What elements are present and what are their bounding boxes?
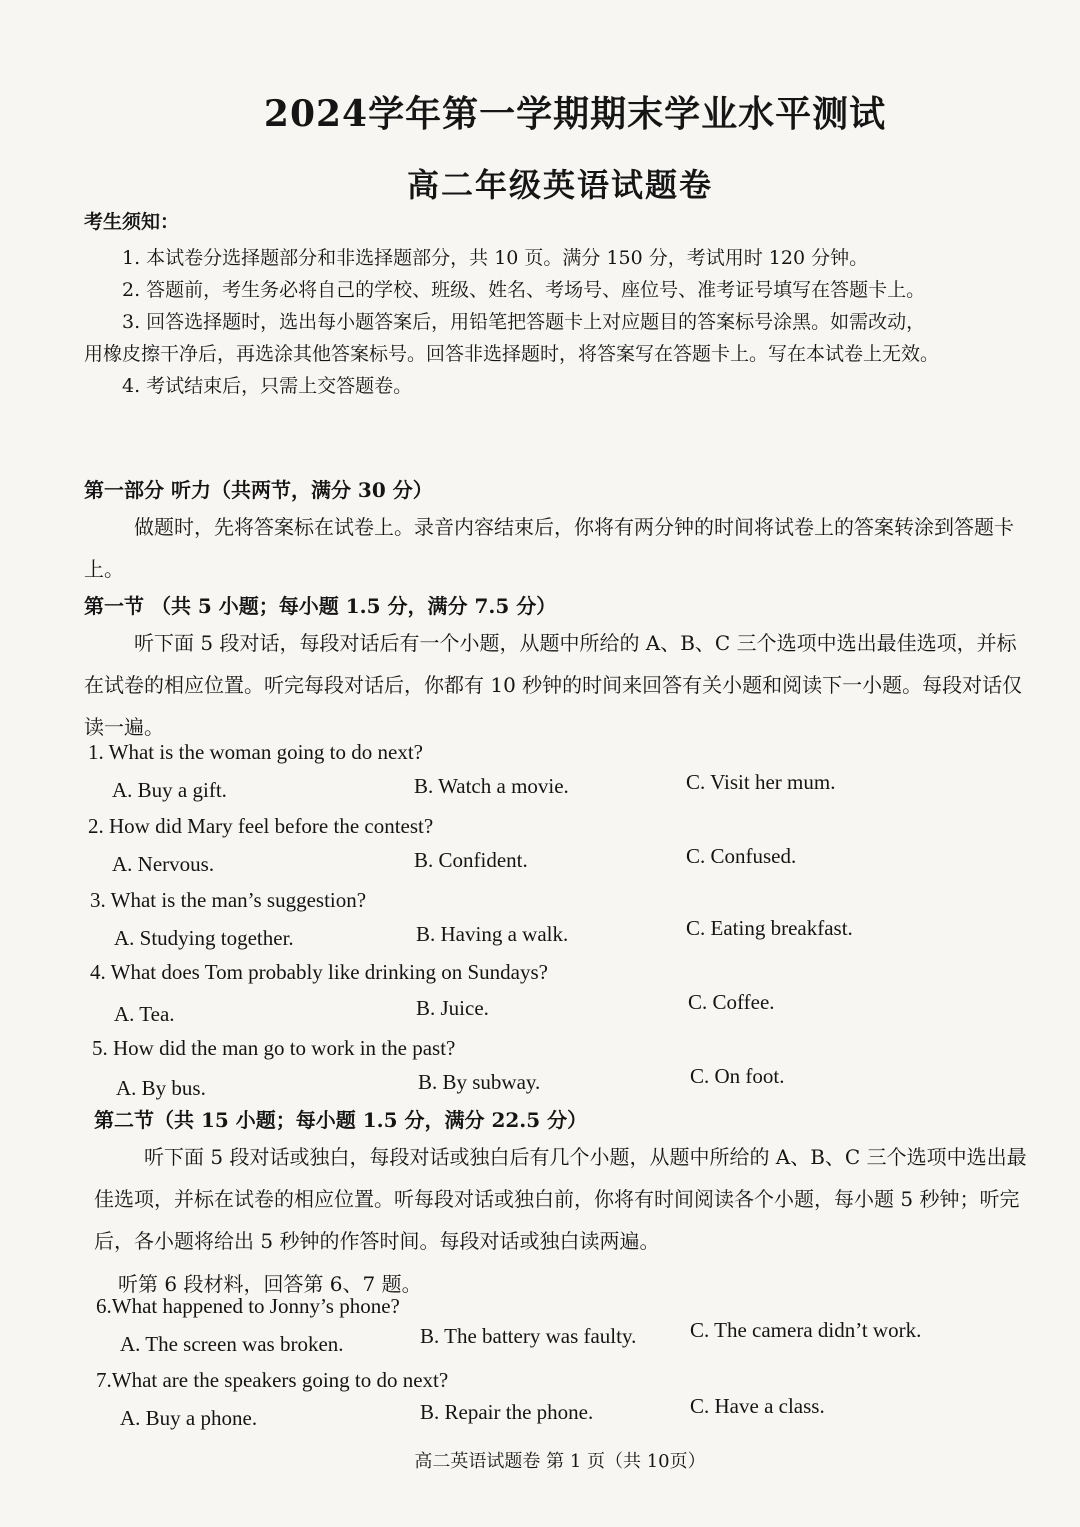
- question-1-option-a: A. Buy a gift.: [112, 778, 227, 802]
- section2-intro: 听下面 5 段对话或独白，每段对话或独白后有几个小题，从题中所给的 A、B、C 三个选项中选出最佳选项，并标在试卷的相应位置。听每段对话或独白前，你将有时间阅读各个小题，每小题 5 秒钟；听完后，各小题将给出 5 秒钟的作答时间。每段对话或独白读两遍。: [94, 1145, 1027, 1253]
- page-footer: 高二英语试题卷 第 1 页（共 10页）: [414, 1451, 706, 1472]
- question-4-option-b: B. Juice.: [416, 996, 489, 1020]
- question-2-option-a: A. Nervous.: [112, 852, 215, 876]
- question-3-option-c: C. Eating breakfast.: [686, 916, 853, 940]
- question-1-option-b: B. Watch a movie.: [414, 774, 569, 798]
- notice-heading: 考生须知：: [84, 211, 180, 233]
- notice-item-3: 3. 回答选择题时，选出每小题答案后，用铅笔把答题卡上对应题目的答案标号涂黑。如需改动，: [122, 311, 926, 333]
- question-1-stem: 1. What is the woman going to do next?: [88, 740, 423, 764]
- section1-intro: 听下面 5 段对话，每段对话后有一个小题，从题中所给的 A、B、C 三个选项中选出最佳选项，并标在试卷的相应位置。听完每段对话后，你都有 10 秒钟的时间来回答有关小题和阅读下一小题。每段对话仅读一遍。: [84, 631, 1023, 739]
- question-7-stem: 7.What are the speakers going to do next?: [96, 1368, 449, 1392]
- part1-intro: 做题时，先将答案标在试卷上。录音内容结束后，你将有两分钟的时间将试卷上的答案转涂到答题卡上。: [84, 515, 1014, 581]
- question-2-option-b: B. Confident.: [414, 848, 528, 872]
- notice-block: [84, 206, 1034, 402]
- notice-item-4: 4. 考试结束后，只需上交答题卷。: [122, 375, 413, 397]
- question-3-option-a: A. Studying together.: [114, 926, 294, 950]
- question-6-option-c: C. The camera didn’t work.: [690, 1318, 922, 1342]
- question-5-option-a: A. By bus.: [116, 1076, 206, 1100]
- question-6-option-b: B. The battery was faulty.: [420, 1324, 637, 1348]
- part1-block: [84, 474, 1034, 590]
- question-1-option-c: C. Visit her mum.: [686, 770, 836, 794]
- question-3-stem: 3. What is the man’s suggestion?: [90, 888, 367, 912]
- material-note: 听第 6 段材料，回答第 6、7 题。: [118, 1272, 422, 1296]
- section1-block: [84, 590, 1034, 748]
- part1-title: 第一部分 听力（共两节，满分 30 分）: [84, 478, 433, 502]
- question-7-option-c: C. Have a class.: [690, 1394, 825, 1418]
- question-5-option-b: B. By subway.: [418, 1070, 541, 1094]
- question-4-stem: 4. What does Tom probably like drinking on Sundays?: [90, 960, 548, 984]
- question-4-option-c: C. Coffee.: [688, 990, 775, 1014]
- question-7-option-b: B. Repair the phone.: [420, 1400, 594, 1424]
- question-2-option-c: C. Confused.: [686, 844, 797, 868]
- question-5-stem: 5. How did the man go to work in the past?: [92, 1036, 456, 1060]
- notice-item-3-cont: 用橡皮擦干净后，再选涂其他答案标号。回答非选择题时，将答案写在答题卡上。写在本试卷上无效。: [84, 343, 940, 365]
- question-6-option-a: A. The screen was broken.: [120, 1332, 344, 1356]
- question-3-option-b: B. Having a walk.: [416, 922, 569, 946]
- question-5-option-c: C. On foot.: [690, 1064, 785, 1088]
- section1-title: 第一节 （共 5 小题；每小题 1.5 分，满分 7.5 分）: [84, 594, 557, 618]
- exam-subtitle: 高二年级英语试题卷: [406, 166, 713, 204]
- notice-item-2: 2. 答题前，考生务必将自己的学校、班级、姓名、考场号、座位号、准考证号填写在答题卡上。: [122, 279, 926, 301]
- question-2-stem: 2. How did Mary feel before the contest?: [88, 814, 434, 838]
- section2-block: [94, 1104, 1044, 1300]
- notice-item-1: 1. 本试卷分选择题部分和非选择题部分，共 10 页。满分 150 分，考试用时 120 分钟。: [122, 247, 869, 269]
- exam-title: 2024学年第一学期期末学业水平测试: [263, 93, 887, 135]
- question-6-stem: 6.What happened to Jonny’s phone?: [96, 1294, 400, 1318]
- question-7-option-a: A. Buy a phone.: [120, 1406, 258, 1430]
- question-4-option-a: A. Tea.: [114, 1002, 175, 1026]
- section2-title: 第二节（共 15 小题；每小题 1.5 分，满分 22.5 分）: [94, 1108, 588, 1132]
